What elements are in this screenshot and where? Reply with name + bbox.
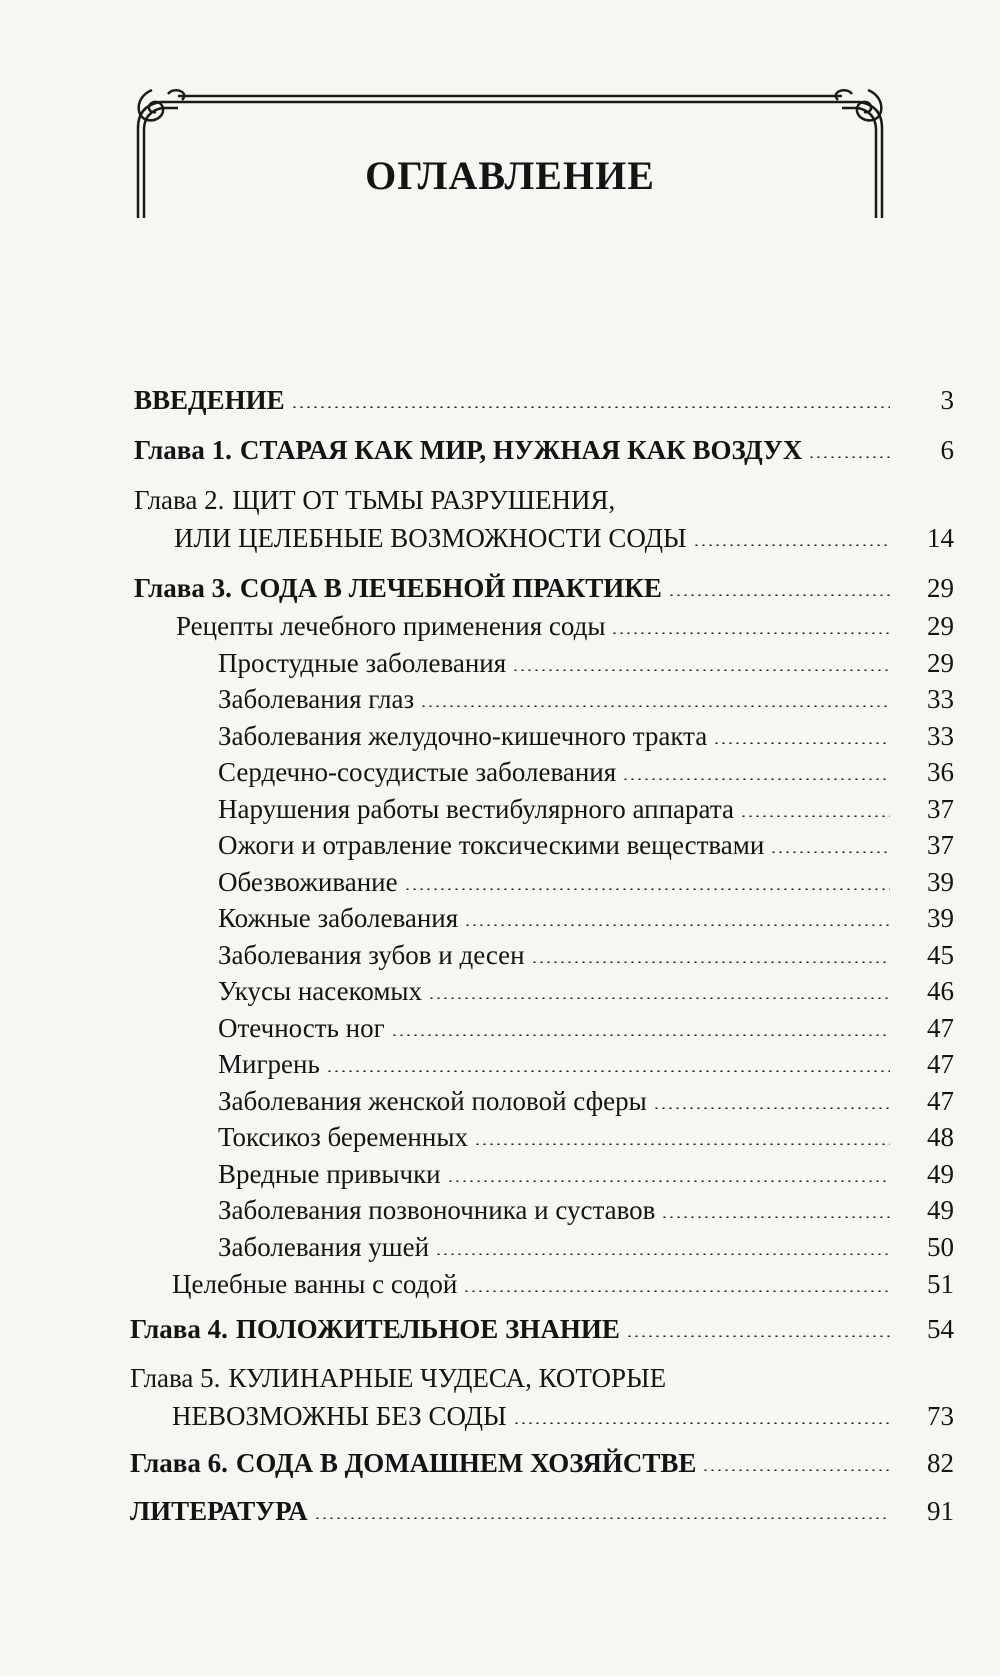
toc-entry-title: Отечность ног	[218, 1013, 385, 1043]
leader-dots	[512, 669, 890, 671]
toc-entry-page: 47	[927, 1049, 954, 1079]
toc-entry[interactable]	[218, 792, 954, 826]
toc-entry-prefix: Глава 1.	[134, 435, 232, 465]
toc-entry-page: 29	[927, 611, 954, 641]
toc-entry-title: Заболевания желудочно-кишечного тракта	[218, 721, 708, 751]
toc-entry-page: 49	[927, 1195, 954, 1225]
toc-entry[interactable]	[134, 433, 954, 467]
toc-entry-title: Простудные заболевания	[218, 648, 507, 678]
toc-entry-title-line2: НЕВОЗМОЖНЫ БЕЗ СОДЫ	[172, 1401, 507, 1431]
toc-entry-title: КУЛИНАРНЫЕ ЧУДЕСА, КОТОРЫЕ	[228, 1363, 667, 1393]
toc-entry[interactable]	[134, 571, 954, 605]
toc-entry[interactable]	[218, 1193, 954, 1227]
leader-dots	[291, 406, 890, 408]
toc-entry-page: 47	[927, 1086, 954, 1116]
toc-entry[interactable]	[218, 755, 954, 789]
toc-entry-prefix: Глава 2.	[134, 485, 225, 515]
toc-entry-title: Кожные заболевания	[218, 903, 459, 933]
toc-entry-page: 36	[927, 757, 954, 787]
toc-entry-prefix: Глава 4.	[130, 1314, 228, 1344]
toc-entry-title: СТАРАЯ КАК МИР, НУЖНАЯ КАК ВОЗДУХ	[239, 435, 803, 465]
toc-entry-title: Нарушения работы вестибулярного аппарата	[218, 794, 734, 824]
toc-entry-page: 3	[940, 385, 954, 415]
leader-dots	[668, 594, 890, 596]
toc-entry[interactable]	[134, 383, 954, 417]
toc-entry-title: ЩИТ ОТ ТЬМЫ РАЗРУШЕНИЯ,	[232, 485, 616, 515]
toc-entry-prefix: Глава 6.	[130, 1448, 228, 1478]
leader-dots	[626, 1335, 890, 1337]
toc-entry[interactable]	[218, 1120, 954, 1154]
toc-entry[interactable]	[130, 1312, 954, 1346]
toc-entry[interactable]	[218, 1047, 954, 1081]
toc-entry[interactable]	[172, 1267, 954, 1301]
toc-entry-page: 48	[927, 1122, 954, 1152]
toc-entry[interactable]	[218, 828, 954, 862]
toc-entry[interactable]	[130, 1446, 954, 1480]
toc-entry[interactable]	[218, 1230, 954, 1264]
leader-dots	[808, 456, 890, 458]
toc-entry-page: 37	[927, 794, 954, 824]
toc-entry[interactable]	[218, 938, 954, 972]
leader-dots	[740, 815, 890, 817]
toc-entry-title: Вредные привычки	[218, 1159, 441, 1189]
toc-entry[interactable]	[218, 719, 954, 753]
toc-entry-page: 49	[927, 1159, 954, 1189]
toc-entry-title: Заболевания глаз	[218, 684, 415, 714]
leader-dots	[420, 705, 890, 707]
toc-entry[interactable]	[218, 865, 954, 899]
toc-entry-title: Сердечно-сосудистые заболевания	[218, 757, 617, 787]
toc-entry-title: Рецепты лечебного применения соды	[176, 611, 606, 641]
leader-dots	[404, 888, 890, 890]
leader-dots	[653, 1107, 890, 1109]
toc-entry-title: Ожоги и отравление токсическими веществами	[218, 830, 765, 860]
toc-entry-title: СОДА В ДОМАШНЕМ ХОЗЯЙСТВЕ	[235, 1448, 697, 1478]
toc-entry-title-line2: ИЛИ ЦЕЛЕБНЫЕ ВОЗМОЖНОСТИ СОДЫ	[174, 523, 687, 553]
leader-dots	[513, 1422, 890, 1424]
toc-entry[interactable]	[130, 1361, 954, 1433]
toc-entry-title: ПОЛОЖИТЕЛЬНОЕ ЗНАНИЕ	[235, 1314, 620, 1344]
leader-dots	[391, 1034, 890, 1036]
leader-dots	[464, 924, 890, 926]
toc-entry-page: 91	[927, 1496, 954, 1526]
toc-entry-title: Укусы насекомых	[218, 976, 423, 1006]
toc-entry-title: Целебные ванны с содой	[172, 1269, 458, 1299]
leader-dots	[463, 1290, 890, 1292]
toc-entry-page: 45	[927, 940, 954, 970]
toc-entry-page: 37	[927, 830, 954, 860]
toc-entry-title: Обезвоживание	[218, 867, 398, 897]
toc-entry-page: 46	[927, 976, 954, 1006]
toc-entry-title: Токсикоз беременных	[218, 1122, 468, 1152]
leader-dots	[447, 1180, 890, 1182]
toc-entry[interactable]	[218, 646, 954, 680]
leader-dots	[693, 544, 890, 546]
toc-entry-page: 82	[927, 1448, 954, 1478]
leader-dots	[713, 742, 890, 744]
toc-entry-title: ЛИТЕРАТУРА	[130, 1496, 308, 1526]
toc-entry-title: СОДА В ЛЕЧЕБНОЙ ПРАКТИКЕ	[239, 573, 662, 603]
toc-entry[interactable]	[218, 1011, 954, 1045]
toc-entry-page: 39	[927, 867, 954, 897]
leader-dots	[428, 997, 890, 999]
toc-entry-page: 50	[927, 1232, 954, 1262]
leader-dots	[326, 1070, 890, 1072]
toc-entry-page: 39	[927, 903, 954, 933]
leader-dots	[611, 632, 890, 634]
leader-dots	[435, 1253, 890, 1255]
toc-entry[interactable]	[134, 483, 954, 555]
toc-entry[interactable]	[218, 682, 954, 716]
leader-dots	[622, 778, 890, 780]
toc-entry-page: 29	[927, 648, 954, 678]
toc-entry[interactable]	[176, 609, 954, 643]
leader-dots	[770, 851, 890, 853]
toc-entry-page: 47	[927, 1013, 954, 1043]
toc-entry[interactable]	[218, 1157, 954, 1191]
toc-entry-page: 6	[940, 435, 954, 465]
toc-entry-prefix: Глава 3.	[134, 573, 232, 603]
toc-entry-title: Заболевания зубов и десен	[218, 940, 525, 970]
toc-entry-title: ВВЕДЕНИЕ	[134, 385, 285, 415]
toc-entry-title: Заболевания ушей	[218, 1232, 430, 1262]
leader-dots	[661, 1216, 890, 1218]
leader-dots	[314, 1517, 890, 1519]
toc-entry-title: Мигрень	[218, 1049, 320, 1079]
toc-entry[interactable]	[218, 1084, 954, 1118]
toc-entry-page: 14	[927, 523, 954, 553]
toc-entry-title: Заболевания женской половой сферы	[218, 1086, 647, 1116]
toc-entry-page: 29	[927, 573, 954, 603]
toc-entry-page: 73	[927, 1401, 954, 1431]
toc-entry-title: Заболевания позвоночника и суставов	[218, 1195, 656, 1225]
leader-dots	[531, 961, 890, 963]
toc-entry[interactable]	[218, 901, 954, 935]
toc-entry[interactable]	[218, 974, 954, 1008]
leader-dots	[474, 1143, 890, 1145]
toc-entry-page: 54	[927, 1314, 954, 1344]
toc-entry-page: 33	[927, 684, 954, 714]
toc-entry-page: 33	[927, 721, 954, 751]
page-title: ОГЛАВЛЕНИЕ	[365, 153, 655, 198]
toc-entry-page: 51	[927, 1269, 954, 1299]
toc-entry-prefix: Глава 5.	[130, 1363, 221, 1393]
toc-entry[interactable]	[130, 1494, 954, 1528]
leader-dots	[702, 1469, 890, 1471]
